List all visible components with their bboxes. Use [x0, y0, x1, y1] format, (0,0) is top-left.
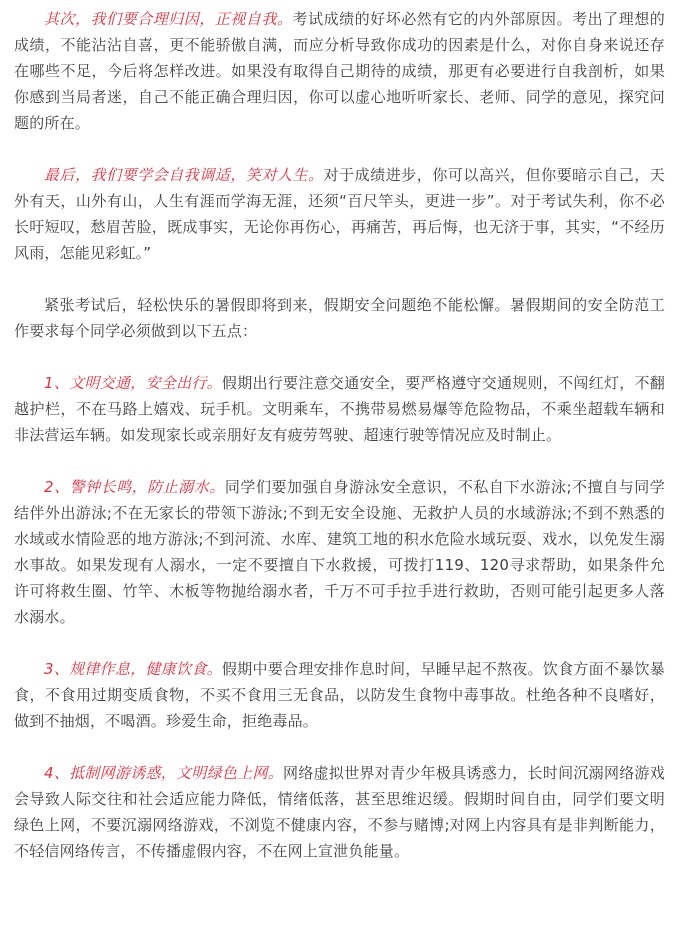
paragraph-lead: 3、规律作息，健康饮食。 — [44, 660, 222, 678]
paragraph-lead: 4、抵制网游诱惑，文明绿色上网。 — [44, 764, 284, 782]
paragraph-routine — [14, 656, 665, 734]
paragraph-traffic — [14, 370, 665, 448]
paragraph-intro-safety — [14, 292, 665, 344]
paragraph-lead: 2、警钟长鸣，防止溺水。 — [44, 478, 225, 496]
paragraph-adjust — [14, 162, 665, 266]
paragraph-text: 网络虚拟世界对青少年极具诱惑力，长时间沉溺网络游戏会导致人际交往和社会适应能力降低，情绪低落，甚至思维迟缓。假期时间自由，同学们要文明绿色上网，不要沉溺网络游戏，不浏览不健康内容，不参与赌博;对网上内容具有是非判断能力，不轻信网络传言，不传播虚假内容，不在网上宣泄负能量。 — [14, 764, 665, 860]
paragraph-lead: 1、文明交通，安全出行。 — [44, 374, 222, 392]
paragraph-lead: 其次，我们要合理归因，正视自我。 — [44, 10, 293, 28]
paragraph-text: 假期中要合理安排作息时间，早睡早起不熬夜。饮食方面不暴饮暴食，不食用过期变质食物，不买不食用三无食品，以防发生食物中毒事故。杜绝各种不良嗜好，做到不抽烟，不喝酒。珍爱生命，拒绝毒品。 — [14, 660, 665, 730]
paragraph-text: 对于成绩进步，你可以高兴，但你要暗示自己，天外有天，山外有山，人生有涯而学海无涯，还须“百尺竿头，更进一步”。对于考试失利，你不必长吁短叹，愁眉苦脸，既成事实，无论你再伤心，再痛苦，再后悔，也无济于事，其实，“不经历风雨，怎能见彩虹。” — [14, 166, 666, 262]
paragraph-drowning — [14, 474, 665, 630]
paragraph-text: 同学们要加强自身游泳安全意识，不私自下水游泳;不擅自与同学结伴外出游泳;不在无家长的带领下游泳;不到无安全设施、无救护人员的水域游泳;不到不熟悉的水域或水情险恶的地方游泳;不到河流、水库、建筑工地的积水危险水域玩耍、戏水，以免发生溺水事故。如果发现有人溺水，一定不要擅自下水救援，可拨打119、120寻求帮助，如果条件允许可将救生圈、竹竿、木板等物抛给溺水者，千万不可手拉手进行救助，否则可能引起更多人落水溺水。 — [14, 478, 665, 626]
paragraph-lead: 最后，我们要学会自我调适，笑对人生。 — [44, 166, 324, 184]
paragraph-reflect — [14, 6, 665, 136]
paragraph-text: 紧张考试后，轻松快乐的暑假即将到来，假期安全问题绝不能松懈。暑假期间的安全防范工作要求每个同学必须做到以下五点： — [14, 296, 665, 340]
paragraph-text: 考试成绩的好坏必然有它的内外部原因。考出了理想的成绩，不能沾沾自喜，更不能骄傲自满，而应分析导致你成功的因素是什么，对你自身来说还存在哪些不足，今后将怎样改进。如果没有取得自己期待的成绩，那更有必要进行自我剖析，如果你感到当局者迷，自己不能正确合理归因，你可以虚心地听听家长、老师、同学的意见，探究问题的所在。 — [14, 10, 665, 132]
paragraph-text: 假期出行要注意交通安全，要严格遵守交通规则，不闯红灯，不翻越护栏，不在马路上嬉戏、玩手机。文明乘车，不携带易燃易爆等危险物品，不乘坐超载车辆和非法营运车辆。如发现家长或亲朋好友有疲劳驾驶、超速行驶等情况应及时制止。 — [14, 374, 665, 444]
paragraph-internet — [14, 760, 665, 864]
